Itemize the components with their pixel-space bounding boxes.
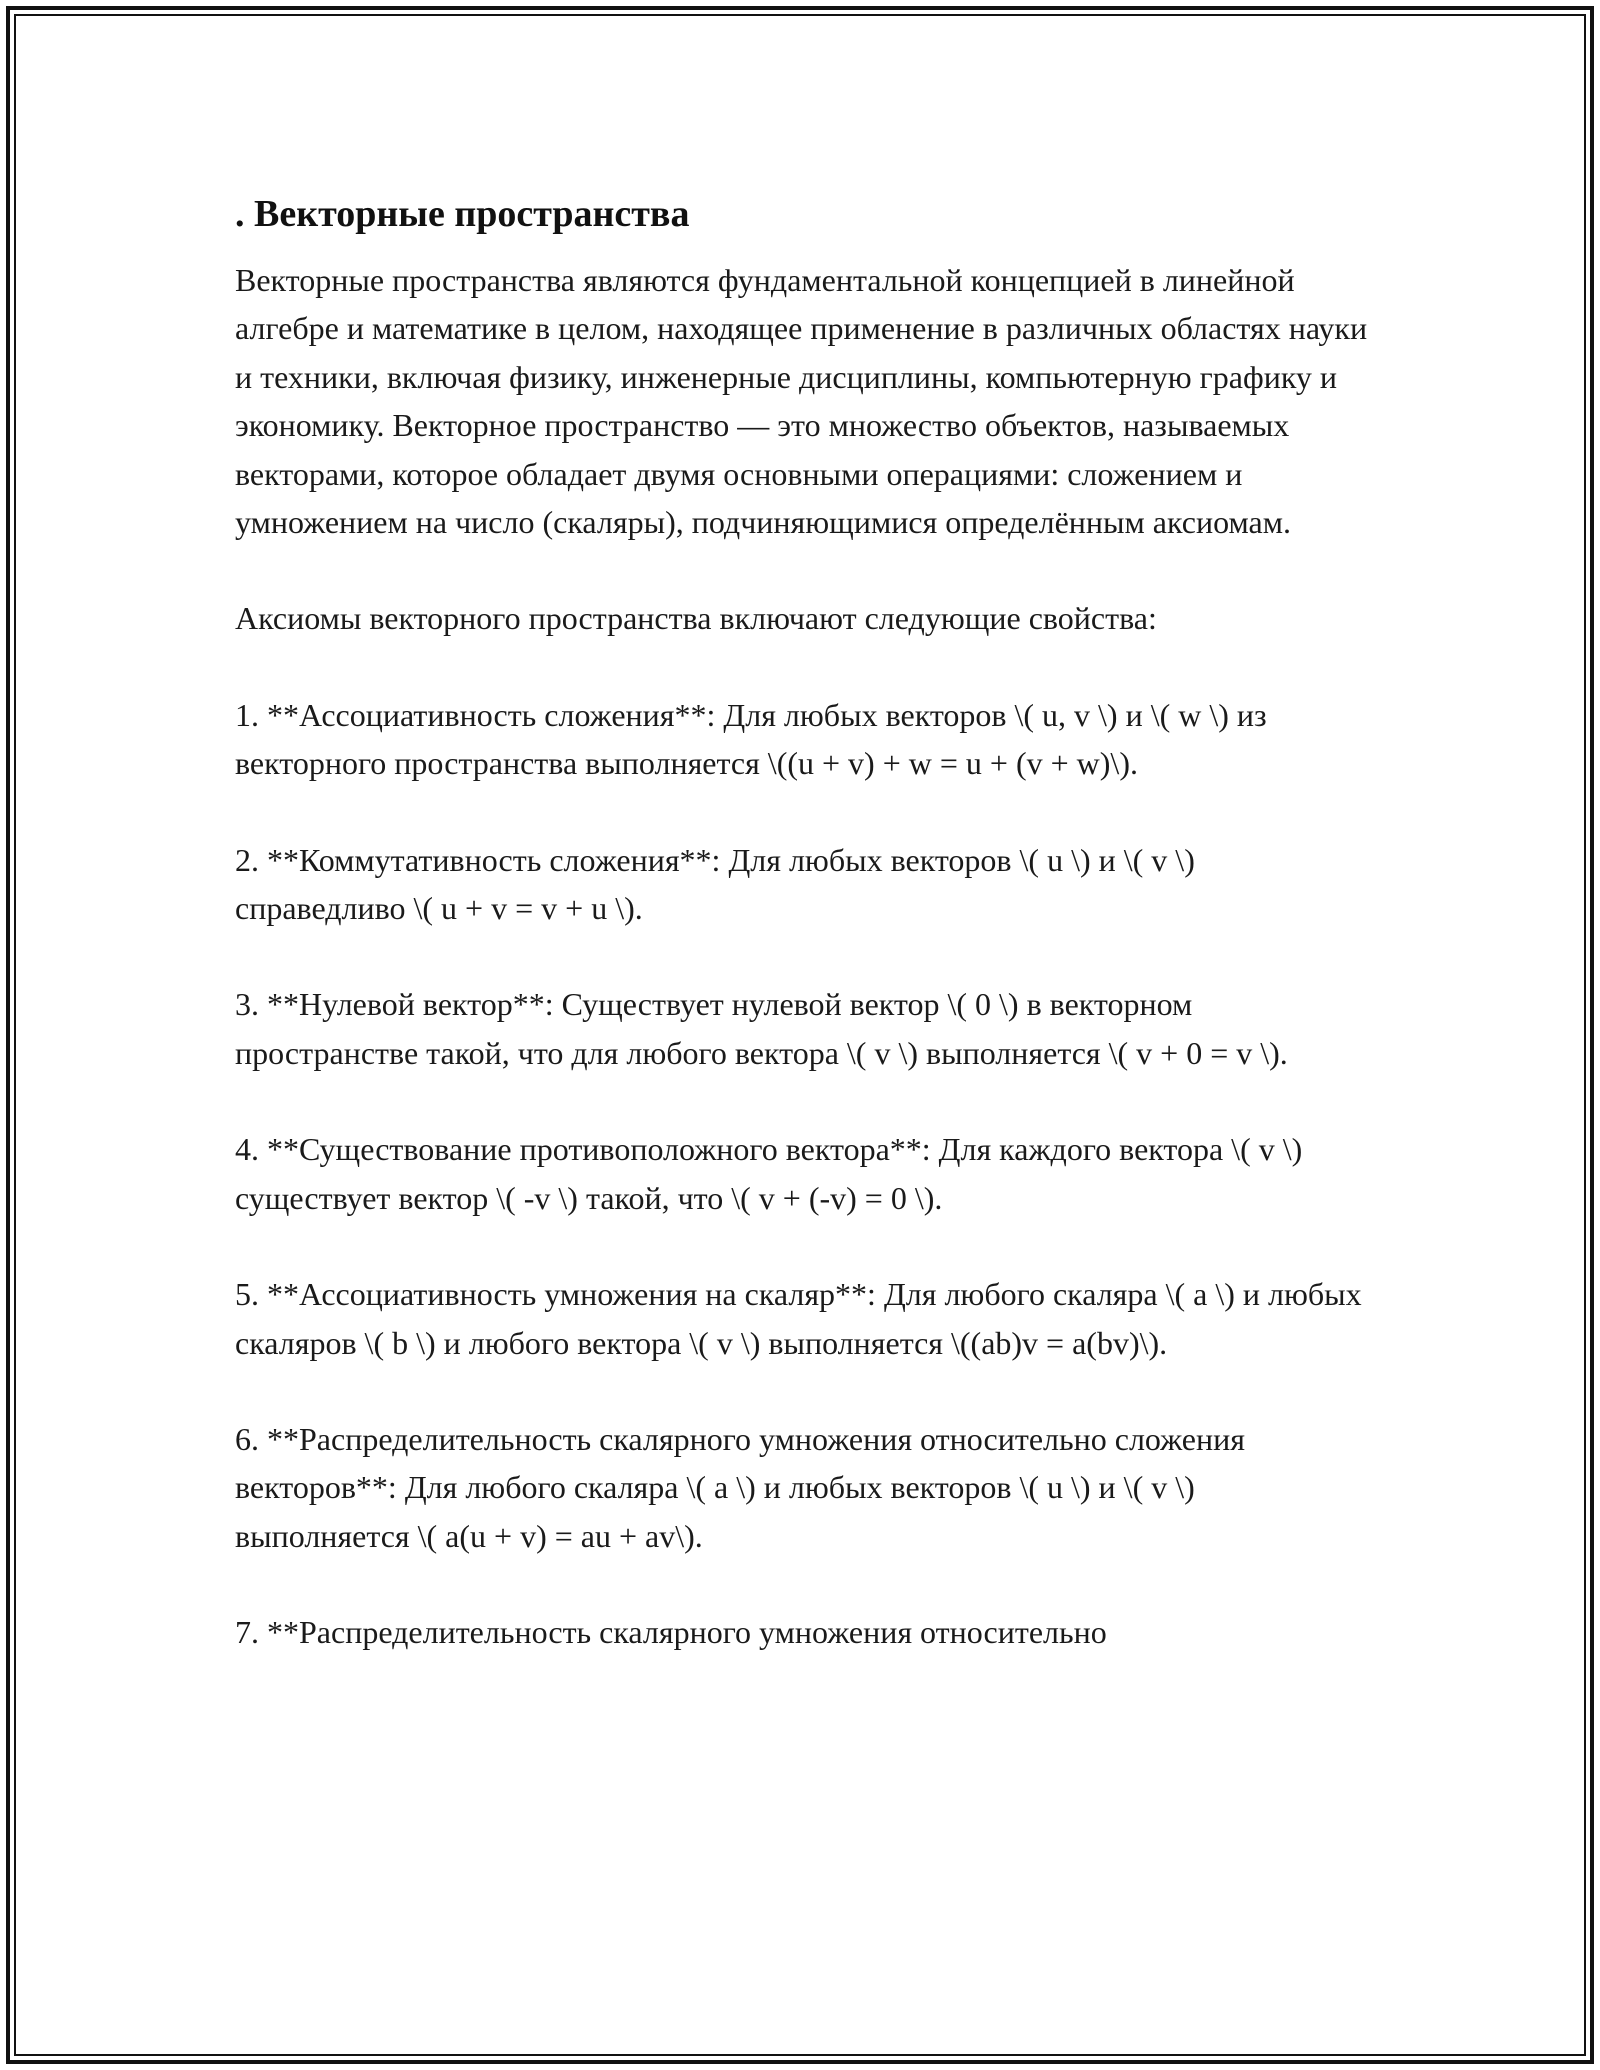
axiom-item-2: 2. **Коммутативность сложения**: Для любых векторов \( u \) и \( v \) справедливо \( u + v = v + u \).	[235, 841, 1195, 927]
section-title: . Векторные пространства	[235, 193, 690, 235]
axioms-intro: Аксиомы векторного пространства включают следующие свойства:	[235, 600, 1157, 637]
axiom-item-7: 7. **Распределительность скалярного умножения относительно	[235, 1614, 1107, 1651]
axiom-item-6: 6. **Распределительность скалярного умножения относительно сложения векторов**: Для любого скаляра \( a \) и любых векторов \( u \) и \( v \) выполняется \( a(u + v) = au + av\).	[235, 1420, 1245, 1554]
axiom-item-5: 5. **Ассоциативность умножения на скаляр**: Для любого скаляра \( a \) и любых скаляров \( b \) и любого вектора \( v \) выполняется \((ab)v = a(bv)\).	[235, 1276, 1362, 1361]
axiom-item-4: 4. **Существование противоположного вектора**: Для каждого вектора \( v \) существует вектор \( -v \) такой, что \( v + (-v) = 0 \).	[235, 1131, 1303, 1216]
axiom-item-3: 3. **Нулевой вектор**: Существует нулевой вектор \( 0 \) в векторном пространстве такой, что для любого вектора \( v \) выполняется \( v + 0 = v \).	[235, 986, 1288, 1071]
intro-paragraph: Векторные пространства являются фундаментальной концепцией в линейной алгебре и математике в целом, находящее применение в различных областях науки и техники, включая физику, инженерные дисциплины, компьютерную графику и экономику. Векторное пространство — это множество объектов, называемых векторами, которое обладает двумя основными операциями: сложением и умножением на число (скаляры), подчиняющимися определённым аксиомам.	[235, 262, 1368, 541]
document-body	[235, 186, 1370, 1657]
axiom-item-1: 1. **Ассоциативность сложения**: Для любых векторов \( u, v \) и \( w \) из векторного пространства выполняется \((u + v) + w = u + (v + w)\).	[235, 696, 1267, 782]
